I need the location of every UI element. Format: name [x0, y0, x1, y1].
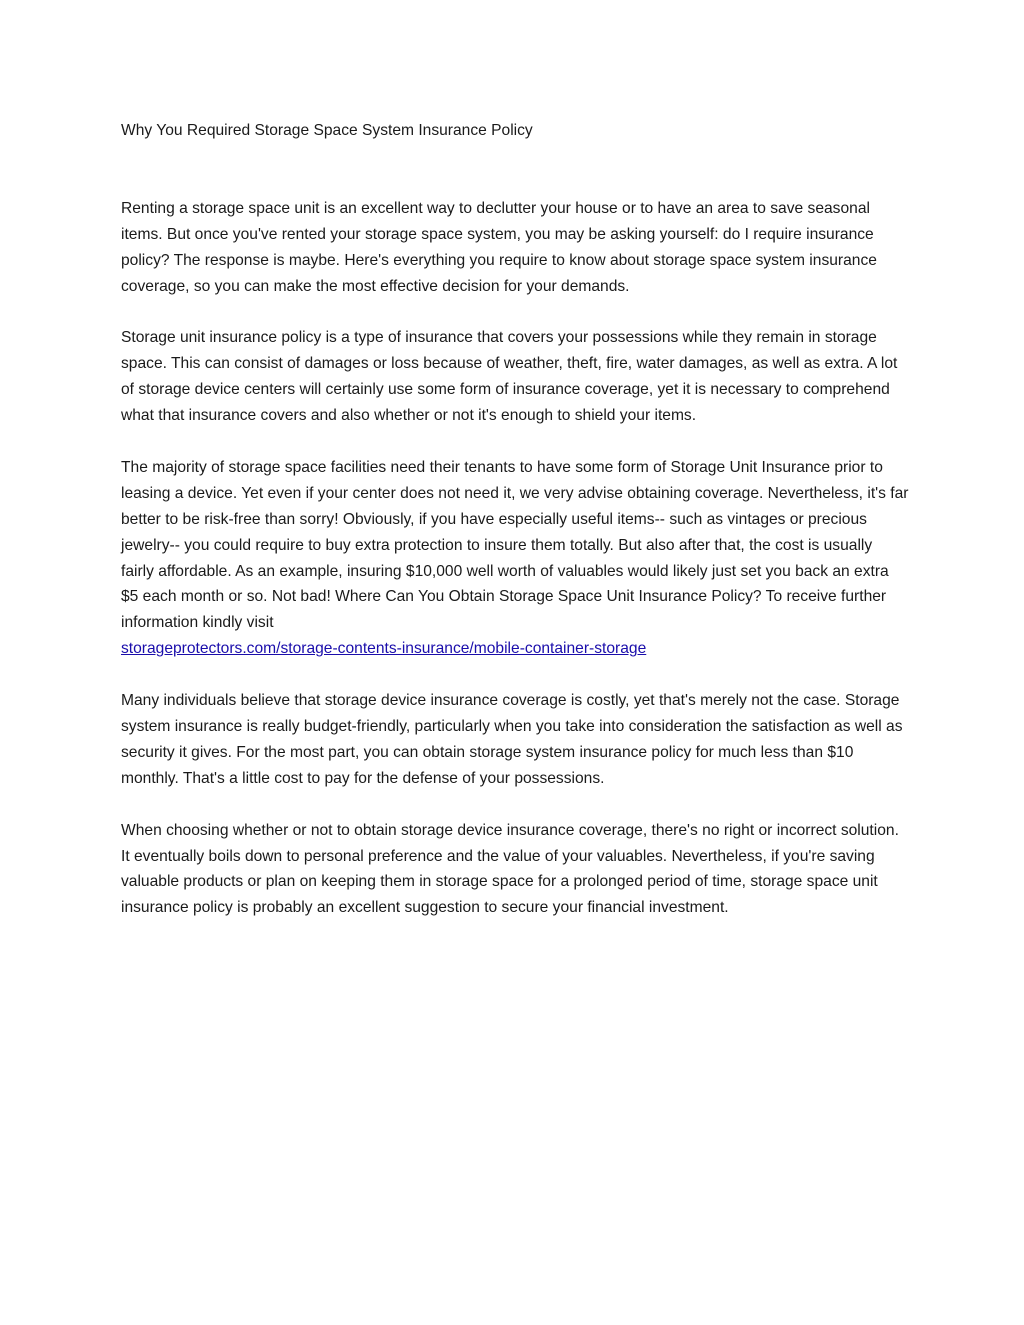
paragraph-conclusion: When choosing whether or not to obtain storage device insurance coverage, there's no right or incorrect solution. It eventually boils down to personal preference and the value of your valuables. Nevertheless, if you're saving valuable products or plan on keeping them in storage space for a prolonged period of time, storage space unit insurance policy is probably an excellent suggestion to secure your financial investment.	[121, 821, 899, 917]
paragraph-requirements	[121, 455, 909, 662]
paragraph-definition: Storage unit insurance policy is a type of insurance that covers your possessions while they remain in storage space. This can consist of damages or loss because of weather, theft, fire, water damages, as well as extra. A lot of storage device centers will certainly use some form of insurance coverage, yet it is necessary to comprehend what that insurance covers and also whether or not it's enough to shield your items.	[121, 329, 898, 425]
paragraph-cost: Many individuals believe that storage device insurance coverage is costly, yet that's merely not the case. Storage system insurance is really budget-friendly, particularly when you take into consideration the satisfaction as well as security it gives. For the most part, you can obtain storage system insurance policy for much less than $10 monthly. That's a little cost to pay for the defense of your possessions.	[121, 692, 903, 787]
document-title: Why You Required Storage Space System Insurance Policy	[121, 122, 533, 139]
document-body	[121, 118, 909, 947]
paragraph-requirements-text: The majority of storage space facilities need their tenants to have some form of Storage Unit Insurance prior to leasing a device. Yet even if your center does not need it, we very advise obtaining coverage. Nevertheless, it's far better to be risk-free than sorry! Obviously, if you have especially useful items-- such as vintages or precious jewelry-- you could require to buy extra protection to insure them totally. But also after that, the cost is usually fairly affordable. As an example, insuring $10,000 well worth of valuables would likely just set you back an extra $5 each month or so. Not bad! Where Can You Obtain Storage Space Unit Insurance Policy? To receive further information kindly visit	[121, 458, 909, 632]
paragraph-intro: Renting a storage space unit is an excellent way to declutter your house or to have an area to save seasonal items. But once you've rented your storage space system, you may be asking yourself: do I require insurance policy? The response is maybe. Here's everything you require to know about storage space system insurance coverage, so you can make the most effective decision for your demands.	[121, 199, 877, 295]
storage-insurance-link[interactable]: storageprotectors.com/storage-contents-insurance/mobile-container-storage	[121, 640, 647, 658]
